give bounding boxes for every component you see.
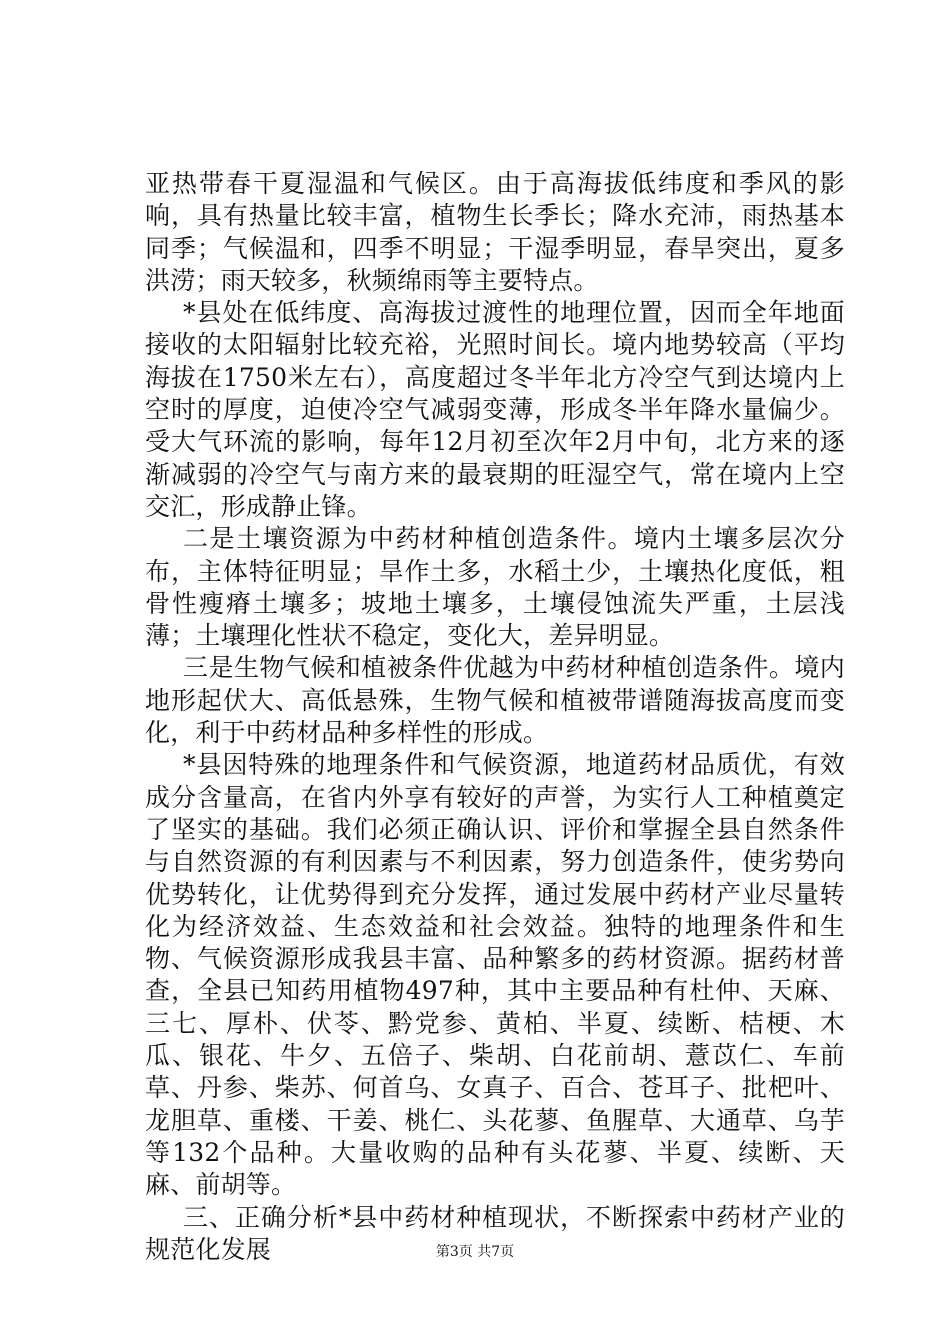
section-heading-3: 三、正确分析*县中药材种植现状，不断探索中药材产业的规范化发展 — [145, 1202, 845, 1264]
page-footer: 第3页 共7页 — [435, 1244, 515, 1260]
paragraph-climate-zone: 亚热带春干夏湿温和气候区。由于高海拔低纬度和季风的影响，具有热量比较丰富，植物生长季长；降水充沛，雨热基本同季；气候温和，四季不明显；干湿季明显，春旱突出，夏多洪涝；雨天较多，秋频绵雨等主要特点。 — [145, 169, 845, 295]
paragraph-geography: *县处在低纬度、高海拔过渡性的地理位置，因而全年地面接收的太阳辐射比较充裕，光照时间长。境内地势较高（平均海拔在1750米左右），高度超过冬半年北方冷空气到达境内上空时的厚度，迫使冷空气减弱变薄，形成冬半年降水量偏少。受大气环流的影响，每年12月初至次年2月中旬，北方来的逐渐减弱的冷空气与南方来的最衰期的旺湿空气，常在境内上空交汇，形成静止锋。 — [145, 298, 845, 521]
paragraph-soil-resources: 二是土壤资源为中药材种植创造条件。境内土壤多层次分布，主体特征明显；旱作土多，水稻土少，土壤热化度低，粗骨性瘦瘠土壤多；坡地土壤多，土壤侵蚀流失严重，土层浅薄；土壤理化性状不稳定，变化大，差异明显。 — [145, 524, 845, 651]
body-text — [145, 168, 845, 1266]
paragraph-bio-climate: 三是生物气候和植被条件优越为中药材种植创造条件。境内地形起伏大、高低悬殊，生物气候和植被带谱随海拔高度而变化，利于中药材品种多样性的形成。 — [145, 653, 845, 748]
paragraph-medicinal-resources: *县因特殊的地理条件和气候资源，地道药材品质优，有效成分含量高，在省内外享有较好的声誉，为实行人工种植奠定了坚实的基础。我们必须正确认识、评价和掌握全县自然条件与自然资源的有利因素与不利因素，努力创造条件，使劣势向优势转化，让优势得到充分发挥，通过发展中药材产业尽量转化为经济效益、生态效益和社会效益。独特的地理条件和生物、气候资源形成我县丰富、品种繁多的药材资源。据药材普查，全县已知药用植物497种，其中主要品种有杜仲、天麻、三七、厚朴、伏苓、黔党参、黄柏、半夏、续断、桔梗、木瓜、银花、牛夕、五倍子、柴胡、白花前胡、薏苡仁、车前草、丹参、柴苏、何首乌、女真子、百合、苍耳子、批杷叶、龙胆草、重楼、干姜、桃仁、头花蓼、鱼腥草、大通草、乌芋等132个品种。大量收购的品种有头花蓼、半夏、续断、天麻、前胡等。 — [145, 750, 845, 1200]
